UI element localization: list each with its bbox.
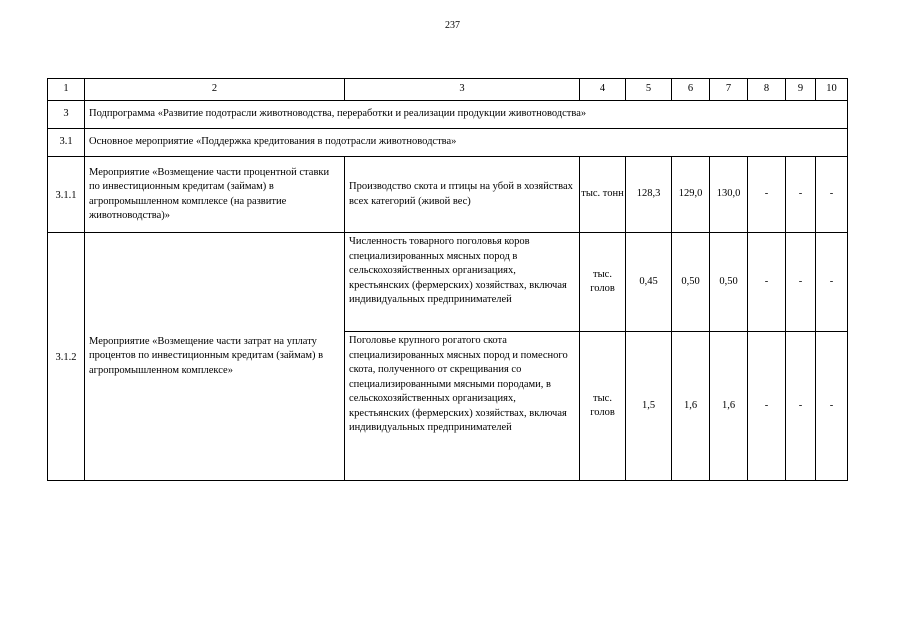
value-col9: - — [786, 157, 816, 233]
value-col7: 130,0 — [710, 157, 748, 233]
value-col10: - — [816, 332, 848, 481]
main-activity-number: 3.1 — [48, 129, 85, 157]
subprogram-row — [48, 101, 848, 129]
value-col9: - — [786, 233, 816, 332]
header-cell: 4 — [580, 79, 626, 101]
subprogram-title: Подпрограмма «Развитие подотрасли животноводства, переработки и реализации продукции животноводства» — [85, 101, 848, 129]
value-col7: 1,6 — [710, 332, 748, 481]
indicator-unit: тыс. тонн — [580, 157, 626, 233]
table-row — [48, 157, 848, 233]
page-number: 237 — [445, 20, 460, 31]
value-col5: 1,5 — [626, 332, 672, 481]
activity-number: 3.1.2 — [48, 233, 85, 481]
indicator-unit: тыс. голов — [580, 233, 626, 332]
header-cell: 2 — [85, 79, 345, 101]
header-cell: 3 — [345, 79, 580, 101]
value-col8: - — [748, 332, 786, 481]
value-col10: - — [816, 233, 848, 332]
header-cell: 7 — [710, 79, 748, 101]
header-cell: 5 — [626, 79, 672, 101]
value-col5: 0,45 — [626, 233, 672, 332]
indicator-text: Численность товарного поголовья коров специализированных мясных пород в сельскохозяйственных организациях, крестьянских (фермерских) хозяйствах, включая индивидуальных предпринимателей — [345, 233, 580, 332]
value-col5: 128,3 — [626, 157, 672, 233]
header-cell: 8 — [748, 79, 786, 101]
header-row — [48, 79, 848, 101]
header-cell: 6 — [672, 79, 710, 101]
header-cell: 9 — [786, 79, 816, 101]
activity-name: Мероприятие «Возмещение части процентной ставки по инвестиционным кредитам (займам) в агропромышленном комплексе (на развитие животноводства)» — [85, 157, 345, 233]
value-col6: 1,6 — [672, 332, 710, 481]
main-activity-row — [48, 129, 848, 157]
value-col10: - — [816, 157, 848, 233]
header-cell: 10 — [816, 79, 848, 101]
table-row — [48, 233, 848, 332]
value-col6: 129,0 — [672, 157, 710, 233]
indicator-text: Производство скота и птицы на убой в хозяйствах всех категорий (живой вес) — [345, 157, 580, 233]
activity-number: 3.1.1 — [48, 157, 85, 233]
value-col6: 0,50 — [672, 233, 710, 332]
indicator-text: Поголовье крупного рогатого скота специализированных мясных пород и помесного скота, полученного от скрещивания со специализированными мясными породами, в сельскохозяйственных организациях, крестьянских (фермерских) хозяйствах, включая индивидуальных предпринимателей — [345, 332, 580, 481]
main-activity-title: Основное мероприятие «Поддержка кредитования в подотрасли животноводства» — [85, 129, 848, 157]
header-cell: 1 — [48, 79, 85, 101]
value-col8: - — [748, 157, 786, 233]
value-col7: 0,50 — [710, 233, 748, 332]
value-col9: - — [786, 332, 816, 481]
subprogram-number: 3 — [48, 101, 85, 129]
activity-name: Мероприятие «Возмещение части затрат на уплату процентов по инвестиционным кредитам (займам) в агропромышленном комплексе» — [85, 233, 345, 481]
indicators-table — [47, 78, 848, 481]
value-col8: - — [748, 233, 786, 332]
indicator-unit: тыс. голов — [580, 332, 626, 481]
